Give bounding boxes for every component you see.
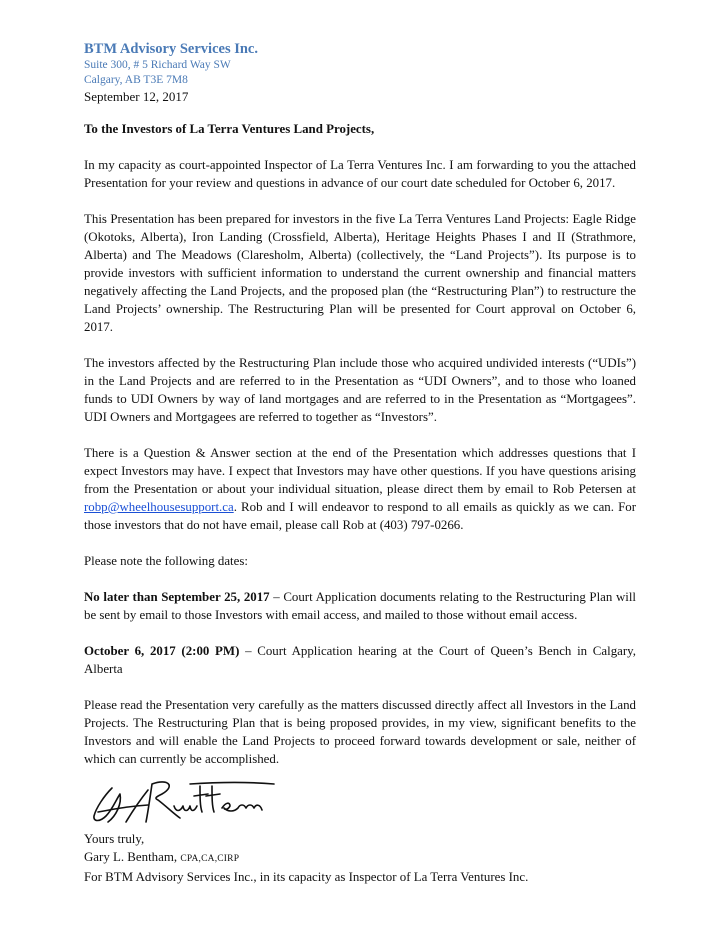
date-1-label: No later than September 25, 2017 — [84, 590, 270, 604]
letter-body — [84, 120, 636, 786]
valediction: Yours truly, — [84, 832, 145, 846]
paragraph-date-2 — [84, 642, 636, 678]
paragraph-questions-text-1: There is a Question & Answer section at the end of the Presentation which addresses questions that I expect Investors may have. I expect that Investors may have other questions. If you have questions arising from the Presentation or about your individual situation, please direct them by email to Rob Petersen at — [84, 446, 636, 496]
date-2-text: – Court Application hearing at the Court of Queen’s Bench in Calgary, Alberta — [84, 644, 636, 676]
signature-icon — [90, 772, 280, 830]
paragraph-questions-text-2: . Rob and I will endeavor to respond to all emails as quickly as we can. For those investors that do not have email, please call Rob at (403) 797-0266. — [84, 500, 636, 532]
paragraph-presentation: This Presentation has been prepared for investors in the five La Terra Ventures Land Projects: Eagle Ridge (Okotoks, Alberta), Iron Landing (Crossfield, Alberta), Heritage Heights Phases I and II (Strathmore, Alberta) and The Meadows (Claresholm, Alberta) (collectively, the “Land Projects”). Its purpose is to provide investors with sufficient information to understand the current ownership and financial matters negatively affecting the Land Projects, and the proposed plan (the “Restructuring Plan”) to restructure the Land Projects’ ownership. The Restructuring Plan will be presented for Court approval on October 6, 2017. — [84, 212, 636, 334]
signer-line — [84, 848, 528, 868]
signer-name: Gary L. Bentham, — [84, 850, 178, 864]
signer-capacity: For BTM Advisory Services Inc., in its capacity as Inspector of La Terra Ventures Inc. — [84, 870, 529, 884]
salutation: To the Investors of La Terra Ventures Land Projects, — [84, 122, 375, 136]
paragraph-closing: Please read the Presentation very carefully as the matters discussed directly affect all Investors in the Land Projects. The Restructuring Plan that is being proposed provides, in my view, significant benefits to the Investors and will enable the Land Projects to proceed forward towards development or sale, neither of which can currently be accomplished. — [84, 698, 636, 766]
letter-date: September 12, 2017 — [84, 89, 189, 104]
paragraph-date-1 — [84, 588, 636, 624]
letterhead — [84, 40, 258, 105]
paragraph-questions — [84, 444, 636, 534]
company-name: BTM Advisory Services Inc. — [84, 41, 258, 57]
closing-block — [84, 830, 528, 886]
paragraph-intro: In my capacity as court-appointed Inspector of La Terra Ventures Inc. I am forwarding to you the attached Presentation for your review and questions in advance of our court date scheduled for October 6, 2017. — [84, 158, 636, 190]
date-1-text: – Court Application documents relating to the Restructuring Plan will be sent by email to those Investors with email access, and mailed to those without email access. — [84, 590, 636, 622]
date-2-label: October 6, 2017 (2:00 PM) — [84, 644, 240, 658]
address-line-2: Calgary, AB T3E 7M8 — [84, 73, 188, 86]
address-line-1: Suite 300, # 5 Richard Way SW — [84, 59, 231, 71]
email-link[interactable]: robp@wheelhousesupport.ca — [84, 500, 234, 514]
paragraph-investors: The investors affected by the Restructuring Plan include those who acquired undivided interests (“UDIs”) in the Land Projects and are referred to in the Presentation as “UDI Owners”, and to those who loaned funds to UDI Owners by way of land mortgages and are referred to in the Presentation as “Mortgagees”. UDI Owners and Mortgagees are referred to together as “Investors”. — [84, 356, 636, 424]
paragraph-dates-intro: Please note the following dates: — [84, 554, 248, 568]
signer-credentials: CPA,CA,CIRP — [180, 854, 240, 864]
